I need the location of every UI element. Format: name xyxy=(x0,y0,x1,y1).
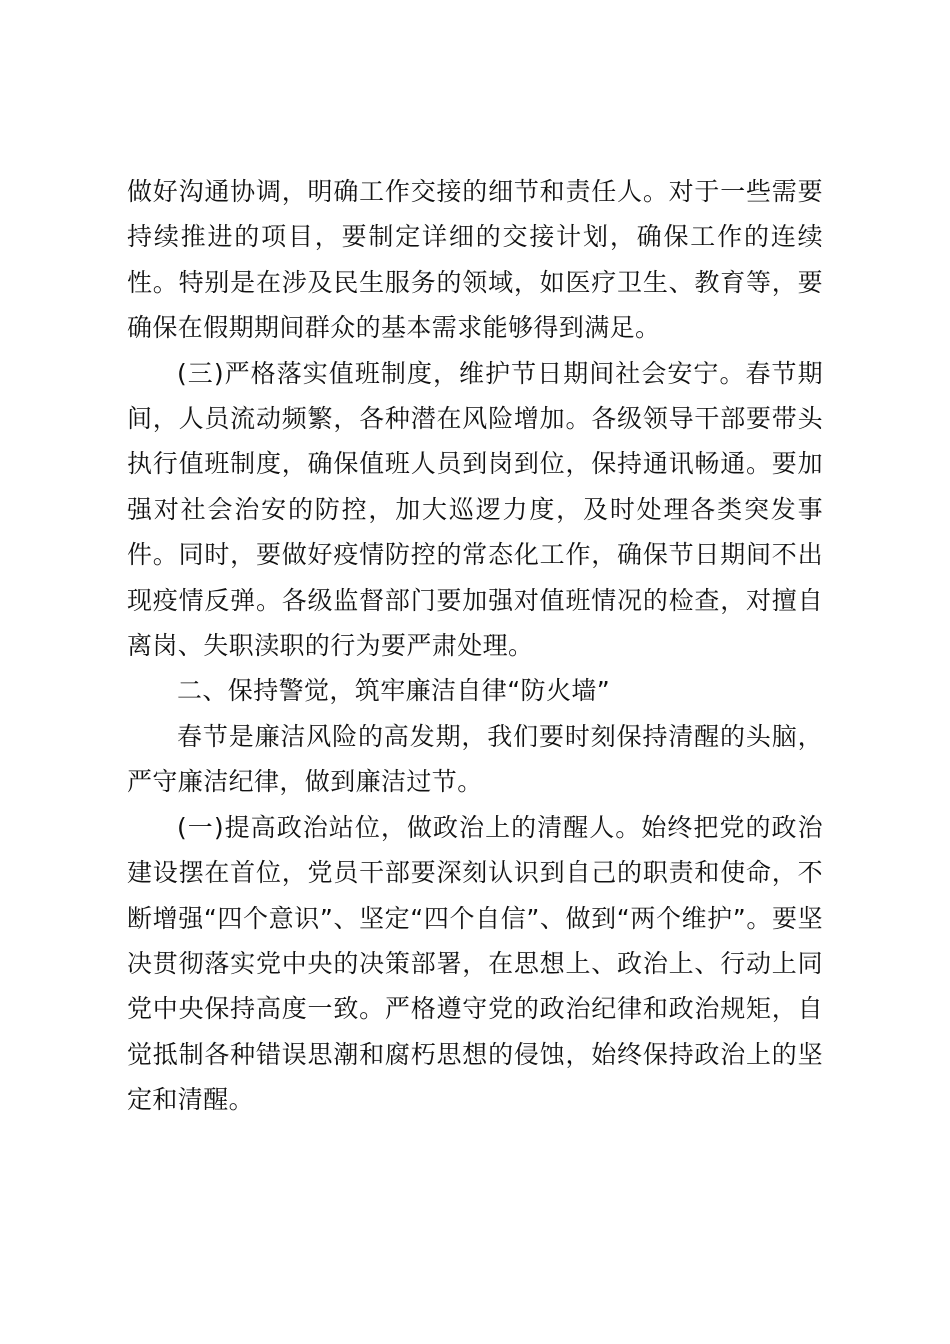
paragraph-3: 春节是廉洁风险的高发期，我们要时刻保持清醒的头脑，严守廉洁纪律，做到廉洁过节。 xyxy=(127,721,823,797)
paragraph-4: (一)提高政治站位，做政治上的清醒人。始终把党的政治建设摆在首位，党员干部要深刻认识到自己的职责和使命，不断增强“四个意识”、坚定“四个自信”、做到“两个维护”。要坚决贯彻落实党中央的决策部署，在思想上、政治上、行动上同党中央保持高度一致。严格遵守党的政治纪律和政治规矩，自觉抵制各种错误思潮和腐朽思想的侵蚀，始终保持政治上的坚定和清醒。 xyxy=(127,812,823,1115)
document-body xyxy=(127,169,823,1123)
section-heading: 二、保持警觉，筑牢廉洁自律“防火墙” xyxy=(177,676,611,706)
paragraph-1: 做好沟通协调，明确工作交接的细节和责任人。对于一些需要持续推进的项目，要制定详细的交接计划，确保工作的连续性。特别是在涉及民生服务的领域，如医疗卫生、教育等，要确保在假期期间群众的基本需求能够得到满足。 xyxy=(127,177,823,343)
paragraph-2: (三)严格落实值班制度，维护节日期间社会安宁。春节期间，人员流动频繁，各种潜在风险增加。各级领导干部要带头执行值班制度，确保值班人员到岗到位，保持通讯畅通。要加强对社会治安的防控，加大巡逻力度，及时处理各类突发事件。同时，要做好疫情防控的常态化工作，确保节日期间不出现疫情反弹。各级监督部门要加强对值班情况的检查，对擅自离岗、失职渎职的行为要严肃处理。 xyxy=(127,358,823,661)
